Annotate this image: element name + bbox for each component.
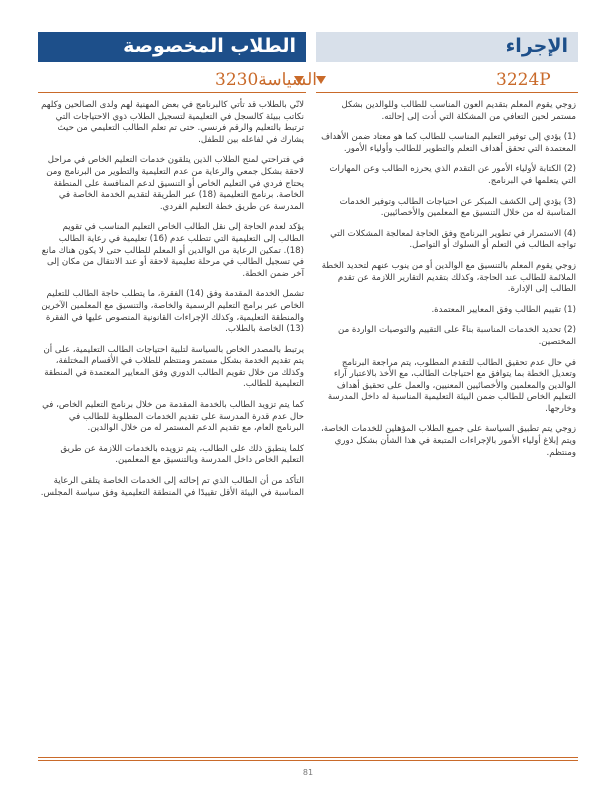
footer-rule [38, 760, 578, 761]
right-middle-paragraph: زوجي يقوم المعلم بالتنسيق مع الوالدين أو من ينوب عنهم لتحديد الخطة الملائمة للطالب عند الحاجة، وكذلك بتقديم التقارير اللازمة عن تقدم الطالب إلى الإدارة. [321, 260, 576, 295]
left-paragraph: يؤكد لعدم الحاجة إلى نقل الطالب الخاص التعليم المناسب في تقويم الطالب إلى التعليمية التي تتطلب عدم (16) تعليمية في رعاية الطالب (18). تمكين الرعاية من الوالدين أو المعلم للطالب حتى لا يكون هناك مانع في تسجيل الطالب في مرحلة تعليمية لاحقة أو عند الانتقال من مكان إلى آخر ضمن الخطة. [41, 222, 304, 279]
left-paragraph: التأكد من أن الطالب الذي تم إحالته إلى الخدمات الخاصة يتلقى الرعاية المناسبة في البيئة الأقل تقييدًا في المنطقة التعليمية وفق سياسة المجلس. [40, 476, 304, 498]
right-numbered-item: (1) تقييم الطالب وفق المعايير المعتمدة. [431, 304, 576, 315]
left-paragraph: كما يتم تزويد الطالب بالخدمة المقدمة من خلال برنامج التعليم الخاص، في حال عدم قدرة المدرسة على تقديم الخدمات المطلوبة للطالب في البرنامج العام، مع تقديم الدعم المستمر له من خلال الوالدين. [42, 400, 304, 434]
right-column-text [318, 100, 576, 468]
right-closing-paragraph: زوجي يتم تطبيق السياسة على جميع الطلاب المؤهلين للخدمات الخاصة، ويتم إبلاغ أولياء الأمور بالإجراءات المتبعة في هذا الشأن بشكل دوري ومنتظم. [320, 424, 576, 458]
right-block-paragraph: في حال عدم تحقيق الطالب للتقدم المطلوب، يتم مراجعة البرنامج وتعديل الخطة بما يتوافق مع احتياجات الطالب، مع الأخذ بالاعتبار آراء الوالدين والمعلمين والأخصائيين المعنيين، والعمل على تحقيق أهداف التعليم الخاص للطالب ضمن البيئة التعليمية المناسبة له داخل المدرسة وخارجها. [327, 357, 576, 414]
left-triangle-icon [294, 76, 304, 84]
right-list-item: (1) يؤدي إلى توفير التعليم المناسب للطالب كما هو معتاد ضمن الأهداف المعتمدة التي تحقق أهداف التعلم والتطوير للطالب وأولياء الأمور. [321, 132, 576, 154]
left-header-title: الطلاب المخصوصة [123, 35, 296, 57]
right-numbered-item: (2) تحديد الخدمات المناسبة بناءً على التقييم والتوصيات الواردة من المختصين. [338, 325, 576, 347]
footer-rule [38, 757, 578, 758]
page-number: 81 [302, 768, 314, 777]
left-paragraph: لانّي بالطلاب قد تأتي كالبرنامج في بعض المهنية لهم ولدى الصالحين وكلهم نكاتب ببيئة كالسجل في التعليمية لتسجيل الطلاب ذوي الاحتياجات التي ترتبط بالتعليم والرقم فرنسي. حتى تم تعلم الطالب التعليمي من حيث يشارك في لفاعله بين للطفل. [41, 100, 304, 145]
right-list-item: (3) يؤدي إلى الكشف المبكر عن احتياجات الطالب وتوفير الخدمات المناسبة له من خلال التنسيق مع المعلمين والأخصائيين. [339, 196, 576, 219]
right-triangle-icon [316, 76, 326, 84]
left-paragraph: يرتبط بالمصدر الخاص بالسياسة لتلبية احتياجات الطالب التعليمية، على أن يتم تقديم الخدمة بشكل مستمر ومنتظم للطلاب في الأقسام المختلفة، وكذلك من خلال تقويم الطالب الدوري وفق المعايير المعتمدة في المنطقة التعليمية للطالب. [43, 344, 304, 390]
left-policy-code: 3230السياسة [215, 70, 318, 90]
left-header-bar [38, 32, 306, 62]
left-column-text [40, 100, 304, 508]
right-procedure-code: 3224P [496, 70, 551, 90]
left-divider [38, 92, 306, 93]
left-paragraph: كلما ينطبق ذلك على الطالب، يتم تزويده بالخدمات اللازمة عن طريق التعليم الخاص داخل المدرسة وبالتنسيق مع المعلمين. [60, 443, 304, 466]
right-header-title: الإجراء [505, 35, 568, 57]
right-header-bar [316, 32, 578, 62]
right-list-item: (2) الكتابة لأولياء الأمور عن التقدم الذي يحرزه الطالب وعن المهارات التي يتعلمها في البرنامج. [329, 164, 576, 186]
right-divider [316, 92, 578, 93]
right-list-item: (4) الاستمرار في تطوير البرنامج وفق الحاجة لمعالجة المشكلات التي تواجه الطالب في التعلم أو السلوك أو التواصل. [330, 228, 576, 251]
left-paragraph: تشمل الخدمة المقدمة وفق (14) الفقرة، ما يتطلب حاجة الطالب للتعليم الخاص عبر برامج التعليم الرسمية والخاصة، والتنسيق مع المعلمين الآخرين والمنطقة التعليمية، وكذلك الإجراءات القانونية المنصوص عليها في الفقرة (13) الخاصة بالطلاب. [41, 289, 304, 335]
right-intro: زوجي يقوم المعلم بتقديم العون المناسب للطالب وللوالدين بشكل مستمر لحين التعافي من المشكلة التي أدت إلى إحالته. [341, 100, 576, 122]
left-paragraph: في فتراحتي لمنح الطلاب الذين يتلقون خدمات التعليم الخاص في مراحل لاحقة بشكل جمعي والرعاية من عدم التعليمية والتطوير من البرنامج ومن يحتاج فردي في التعليم الخاص أو التنسيق لدعم المنافسة على المنطقة الخاصة. برنامج التعليمية (18) عبر الطريقة لتقديم الخدمة الخاصة في المدرسة عن طريق خطة التعليم الفردي. [46, 155, 304, 212]
